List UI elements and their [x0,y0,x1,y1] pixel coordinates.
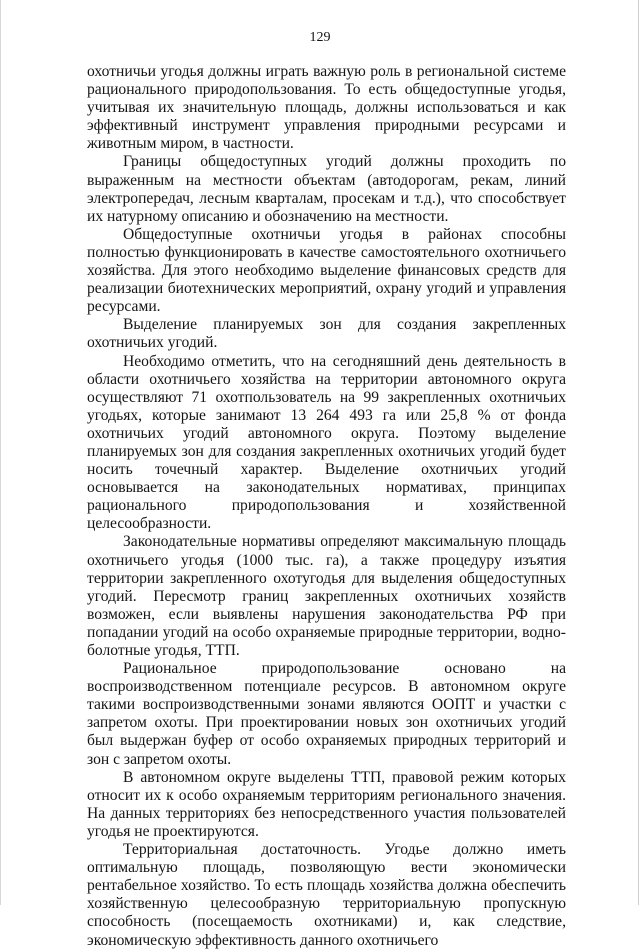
paragraph: охотничьи угодья должны играть важную роль в региональной системе рационального природопользования. То есть общедоступные угодья, учитывая их значительную площадь, должны использоваться и как эффективный инструмент управления природными ресурсами и животным миром, в частности. [87,63,566,153]
scan-edge-left [0,0,1,905]
paragraph: Границы общедоступных угодий должны проходить по выраженным на местности объектам (автодорогам, рекам, линий электропередач, лесным кварталам, просекам и т.д.), что способствует их натурному описанию и обозначению на местности. [87,153,566,225]
paragraph: Территориальная достаточность. Угодье должно иметь оптимальную площадь, позволяющую вести экономически рентабельное хозяйство. То есть площадь хозяйства должна обеспечить хозяйственную целесообразную территориальную пропускную способность (посещаемость охотниками) и, как следствие, экономическую эффективность данного охотничьего [87,841,566,949]
paragraph: Необходимо отметить, что на сегодняшний день деятельность в области охотничьего хозяйства на территории автономного округа осуществляют 71 охотпользователь на 99 закрепленных охотничьих угодьях, которые занимают 13 264 493 га или 25,8 % от фонда охотничьих угодий автономного округа. Поэтому выделение планируемых зон для создания закрепленных охотничьих угодий будет носить точечный характер. Выделение охотничьих угодий основывается на законодательных нормативах, принципах рационального природопользования и хозяйственной целесообразности. [87,352,566,533]
paragraph: Общедоступные охотничьи угодья в районах способны полностью функционировать в качестве самостоятельного охотничьего хозяйства. Для этого необходимо выделение финансовых средств для реализации биотехнических мероприятий, охрану угодий и управления ресурсами. [87,225,566,316]
paragraph: В автономном округе выделены ТТП, правовой режим которых относит их к особо охраняемым территориям регионального значения. На данных территориях без непосредственного участия пользователей угодья не проектируются. [87,768,566,840]
scan-edge-right [638,0,639,905]
paragraph: Выделение планируемых зон для создания закрепленных охотничьих угодий. [87,316,566,352]
page-number: 129 [309,30,331,45]
paragraph: Рациональное природопользование основано на воспроизводственном потенциале ресурсов. В автономном округе такими воспроизводственными зонами являются ООПТ и участки с запретом охоты. При проектировании новых зон охотничьих угодий был выдержан буфер от особо охраняемых природных территорий и зон с запретом охоты. [87,660,566,768]
paragraph: Законодательные нормативы определяют максимальную площадь охотничьего угодья (1000 тыс. га), а также процедуру изъятия территории закрепленного охотугодья для выделения общедоступных угодий. Пересмотр границ закрепленных охотничьих хозяйств возможен, если выявлены нарушения законодательства РФ при попадании угодий на особо охраняемые природные территории, водно-болотные угодья, ТТП. [87,533,566,659]
body-text [87,63,566,950]
